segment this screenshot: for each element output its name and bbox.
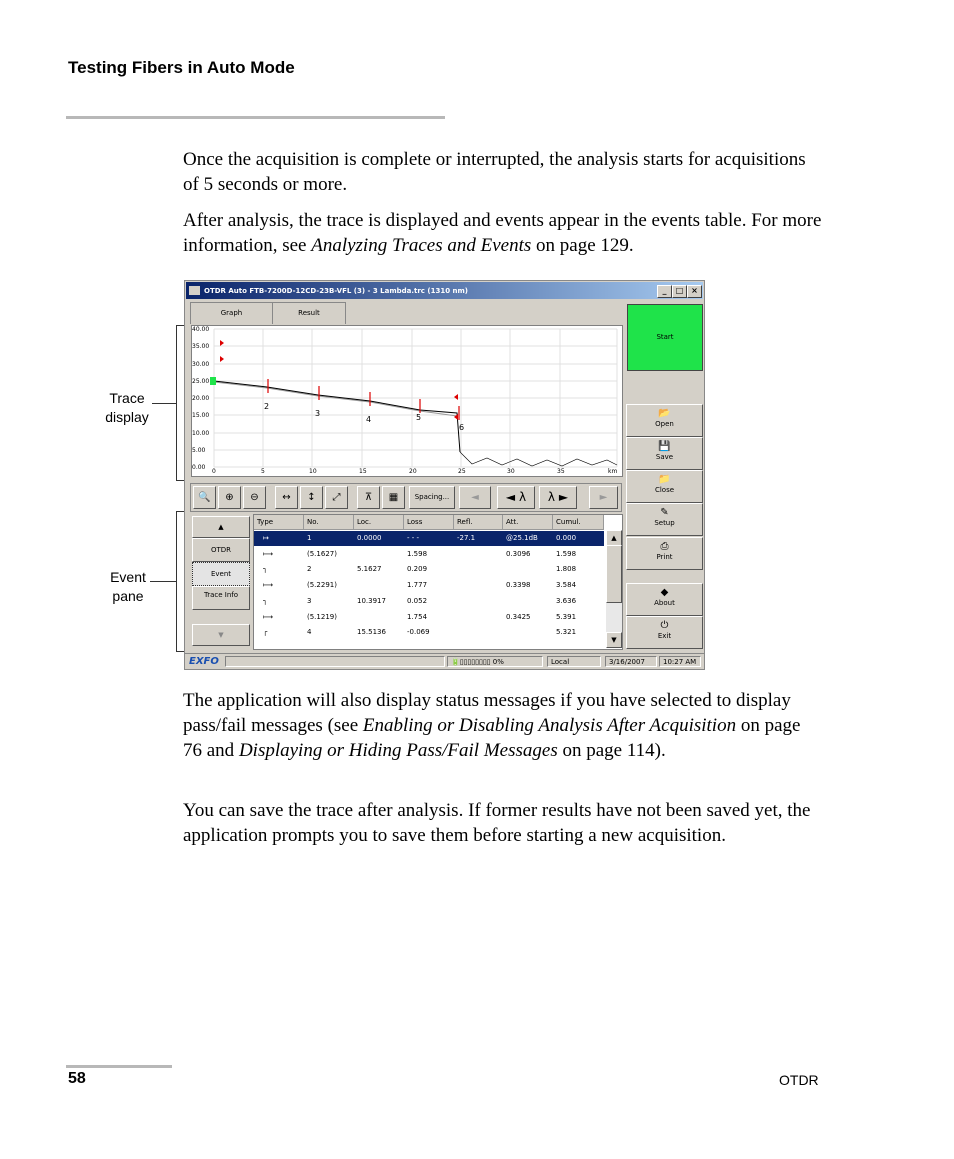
paragraph-3: The application will also display status messages if you have selected to display pass/fail messages (see Enabling or Disabling Analysis After Acquisition on page 76 and Displaying or Hiding Pass/Fail Messages on page 114). [183, 690, 801, 761]
battery-icon: 🔋▯▯▯▯▯▯▯▯ [451, 658, 493, 666]
table-cell: (5.2291) [307, 581, 337, 590]
save-button[interactable]: 💾 Save [626, 437, 703, 470]
trace-graph [191, 325, 623, 477]
table-cell: 3.584 [556, 581, 577, 590]
col-header[interactable]: No. [304, 515, 354, 530]
x-tick: 25 [458, 468, 466, 475]
scroll-down-button[interactable]: ▼ [192, 624, 250, 646]
table-cell: 5.391 [556, 612, 577, 621]
x-tick: km [608, 468, 618, 475]
zoom-horizontal-icon[interactable]: ↔ [275, 486, 298, 509]
event-type-icon: ↦ [263, 534, 269, 542]
x-tick: 15 [359, 468, 367, 475]
event-pane-callout: Event pane [110, 569, 146, 604]
setup-icon: ✎ [660, 507, 669, 518]
table-scrollbar[interactable] [606, 530, 622, 648]
y-tick: 15.00 [192, 412, 210, 419]
table-cell: 0.3425 [506, 612, 531, 621]
event-label: 5 [416, 413, 422, 422]
date-display: 3/16/2007 [605, 656, 657, 667]
paragraph-4: You can save the trace after analysis. If former results have not been saved yet, the application prompts you to save them before starting a new acquisition. [183, 800, 811, 846]
event-type-icon: ┐ [263, 565, 268, 574]
events-table [253, 514, 623, 650]
link-analyzing-traces[interactable]: Analyzing Traces and Events [311, 235, 532, 256]
next-wavelength-button[interactable]: λ ► [539, 486, 577, 509]
event-type-icon: ┐ [263, 596, 268, 605]
table-cell: 0.000 [556, 534, 577, 542]
x-tick: 5 [261, 468, 265, 475]
exfo-logo: EXFO [189, 656, 219, 667]
zoom-fit-icon[interactable]: ⤢ [325, 486, 348, 509]
open-button[interactable]: 📂 Open [626, 404, 703, 437]
book-icon: ◆ [660, 587, 669, 598]
y-axis-labels [192, 326, 214, 476]
status-bar [185, 653, 704, 670]
about-button[interactable]: ◆ About [626, 583, 703, 616]
table-cell: 0.209 [407, 565, 428, 574]
table-cell: 0.3398 [506, 581, 531, 590]
table-cell: 2 [307, 565, 312, 574]
otdr-screenshot [184, 280, 705, 670]
table-cell: 0.0000 [357, 534, 382, 542]
callout-line [152, 403, 176, 404]
zoom-out-icon[interactable]: ⊖ [243, 486, 266, 509]
battery-indicator: 🔋▯▯▯▯▯▯▯▯ 0% [447, 656, 543, 667]
time-display: 10:27 AM [659, 656, 701, 667]
close-button[interactable]: 📁 Close [626, 470, 703, 503]
y-tick: 20.00 [192, 395, 210, 402]
col-header[interactable]: Cumul. [553, 515, 604, 530]
maximize-button[interactable]: □ [672, 285, 687, 298]
link-enabling-analysis[interactable]: Enabling or Disabling Analysis After Acquisition [362, 715, 737, 736]
close-window-button[interactable]: × [687, 285, 702, 298]
y-tick: 0.00 [192, 464, 206, 471]
overlay-icon[interactable]: ▦ [382, 486, 405, 509]
event-type-icon: ┌ [263, 628, 268, 637]
window-titlebar [186, 282, 703, 299]
folder-icon: 📁 [658, 474, 671, 485]
x-tick: 30 [507, 468, 515, 475]
trace-display-bracket [176, 325, 184, 481]
y-tick: 30.00 [192, 361, 210, 368]
start-button[interactable]: Start [627, 304, 703, 371]
y-tick: 10.00 [192, 430, 210, 437]
scroll-down-arrow[interactable]: ▼ [606, 632, 622, 648]
power-icon: ⏻ [660, 620, 669, 631]
exit-button[interactable]: ⏻ Exit [626, 616, 703, 649]
table-cell: 1.777 [407, 581, 428, 590]
trace-display-callout: Trace display [105, 390, 149, 425]
table-cell: (5.1627) [307, 549, 337, 558]
paragraph-1: Once the acquisition is complete or interrupted, the analysis starts for acquisitions of 5 seconds or more. [183, 149, 806, 195]
x-tick: 35 [557, 468, 565, 475]
event-pane-bracket [176, 511, 184, 652]
table-cell: 1 [307, 534, 312, 542]
table-cell: 0.3096 [506, 549, 531, 558]
table-cell: 0.052 [407, 596, 428, 605]
table-cell: 1.808 [556, 565, 577, 574]
x-tick: 10 [309, 468, 317, 475]
scroll-up-button[interactable]: ▲ [192, 516, 250, 538]
otdr-button[interactable]: OTDR [192, 538, 250, 562]
app-icon [189, 286, 200, 295]
trace-graph-svg [192, 326, 622, 476]
x-tick: 0 [212, 468, 216, 475]
table-cell: 3 [307, 596, 312, 605]
x-tick: 20 [409, 468, 417, 475]
minimize-button[interactable]: _ [657, 285, 672, 298]
footer-section-name: OTDR [779, 1072, 819, 1088]
callout-line [150, 581, 176, 582]
link-pass-fail-messages[interactable]: Displaying or Hiding Pass/Fail Messages [238, 740, 558, 761]
event-type-icon: ⟼ [263, 549, 274, 558]
page-header-title: Testing Fibers in Auto Mode [68, 58, 295, 77]
event-label: 6 [459, 423, 465, 432]
y-tick: 5.00 [192, 447, 206, 454]
table-cell: -0.069 [407, 628, 430, 637]
marker-icon[interactable]: ⊼ [357, 486, 380, 509]
paragraph-2: After analysis, the trace is displayed and events appear in the events table. For more information, see Analyzing Traces and Events on page 129. [183, 210, 822, 256]
event-label: 2 [264, 402, 270, 411]
prev-trace-icon[interactable]: ◄ [459, 486, 491, 509]
table-cell: 10.3917 [357, 596, 386, 605]
table-cell: 1.598 [407, 549, 428, 558]
page-number: 58 [68, 1070, 86, 1087]
event-label: 4 [366, 415, 372, 424]
event-type-icon: ⟼ [263, 612, 274, 621]
table-cell: (5.1219) [307, 612, 337, 621]
col-header[interactable]: Refl. [454, 515, 503, 530]
event-label: 3 [315, 409, 321, 418]
zoom-tool-icon[interactable]: 🔍 [193, 486, 216, 509]
setup-button[interactable]: ✎ Setup [626, 503, 703, 536]
trace-info-button[interactable]: Trace Info [192, 586, 250, 610]
table-cell: 5.321 [556, 628, 577, 637]
next-trace-icon[interactable]: ► [589, 486, 618, 509]
spacing-button[interactable]: Spacing... [409, 486, 455, 509]
folder-open-icon: 📂 [658, 408, 671, 419]
table-cell: 1.598 [556, 549, 577, 558]
col-header[interactable]: Att. [503, 515, 553, 530]
tab-graph[interactable]: Graph [190, 302, 273, 324]
footer-rule [66, 1065, 172, 1068]
col-header[interactable]: Type [254, 515, 304, 530]
y-tick: 25.00 [192, 378, 210, 385]
event-type-icon: ⟼ [263, 581, 274, 590]
mode-indicator: Local [547, 656, 601, 667]
zoom-in-icon[interactable]: ⊕ [218, 486, 241, 509]
table-cell: 1.754 [407, 612, 428, 621]
table-cell: 15.5136 [357, 628, 386, 637]
scroll-up-arrow[interactable]: ▲ [606, 530, 622, 546]
tab-result[interactable]: Result [272, 302, 346, 324]
printer-icon: ⎙ [660, 541, 669, 552]
scroll-thumb[interactable] [606, 545, 622, 603]
table-cell: - - - [407, 534, 420, 542]
table-cell: @25.1dB [506, 534, 538, 542]
x-axis-labels [192, 468, 622, 476]
table-cell: 4 [307, 628, 312, 637]
floppy-icon: 💾 [658, 441, 671, 452]
zoom-vertical-icon[interactable]: ↕ [300, 486, 323, 509]
y-tick: 35.00 [192, 343, 210, 350]
table-cell: -27.1 [457, 534, 476, 542]
print-button[interactable]: ⎙ Print [626, 537, 703, 570]
event-pane-nav [190, 514, 252, 647]
header-rule [66, 116, 445, 119]
prev-wavelength-button[interactable]: ◄ λ [497, 486, 535, 509]
col-header[interactable]: Loc. [354, 515, 404, 530]
graph-toolbar [190, 483, 622, 512]
status-message-field [225, 656, 445, 667]
col-header[interactable]: Loss [404, 515, 454, 530]
table-cell: 3.636 [556, 596, 577, 605]
table-cell: 5.1627 [357, 565, 382, 574]
y-tick: 40.00 [192, 326, 210, 333]
event-button[interactable]: Event [192, 562, 250, 586]
window-title: OTDR Auto FTB-7200D-12CD-23B-VFL (3) - 3 Lambda.trc (1310 nm) [204, 287, 468, 295]
